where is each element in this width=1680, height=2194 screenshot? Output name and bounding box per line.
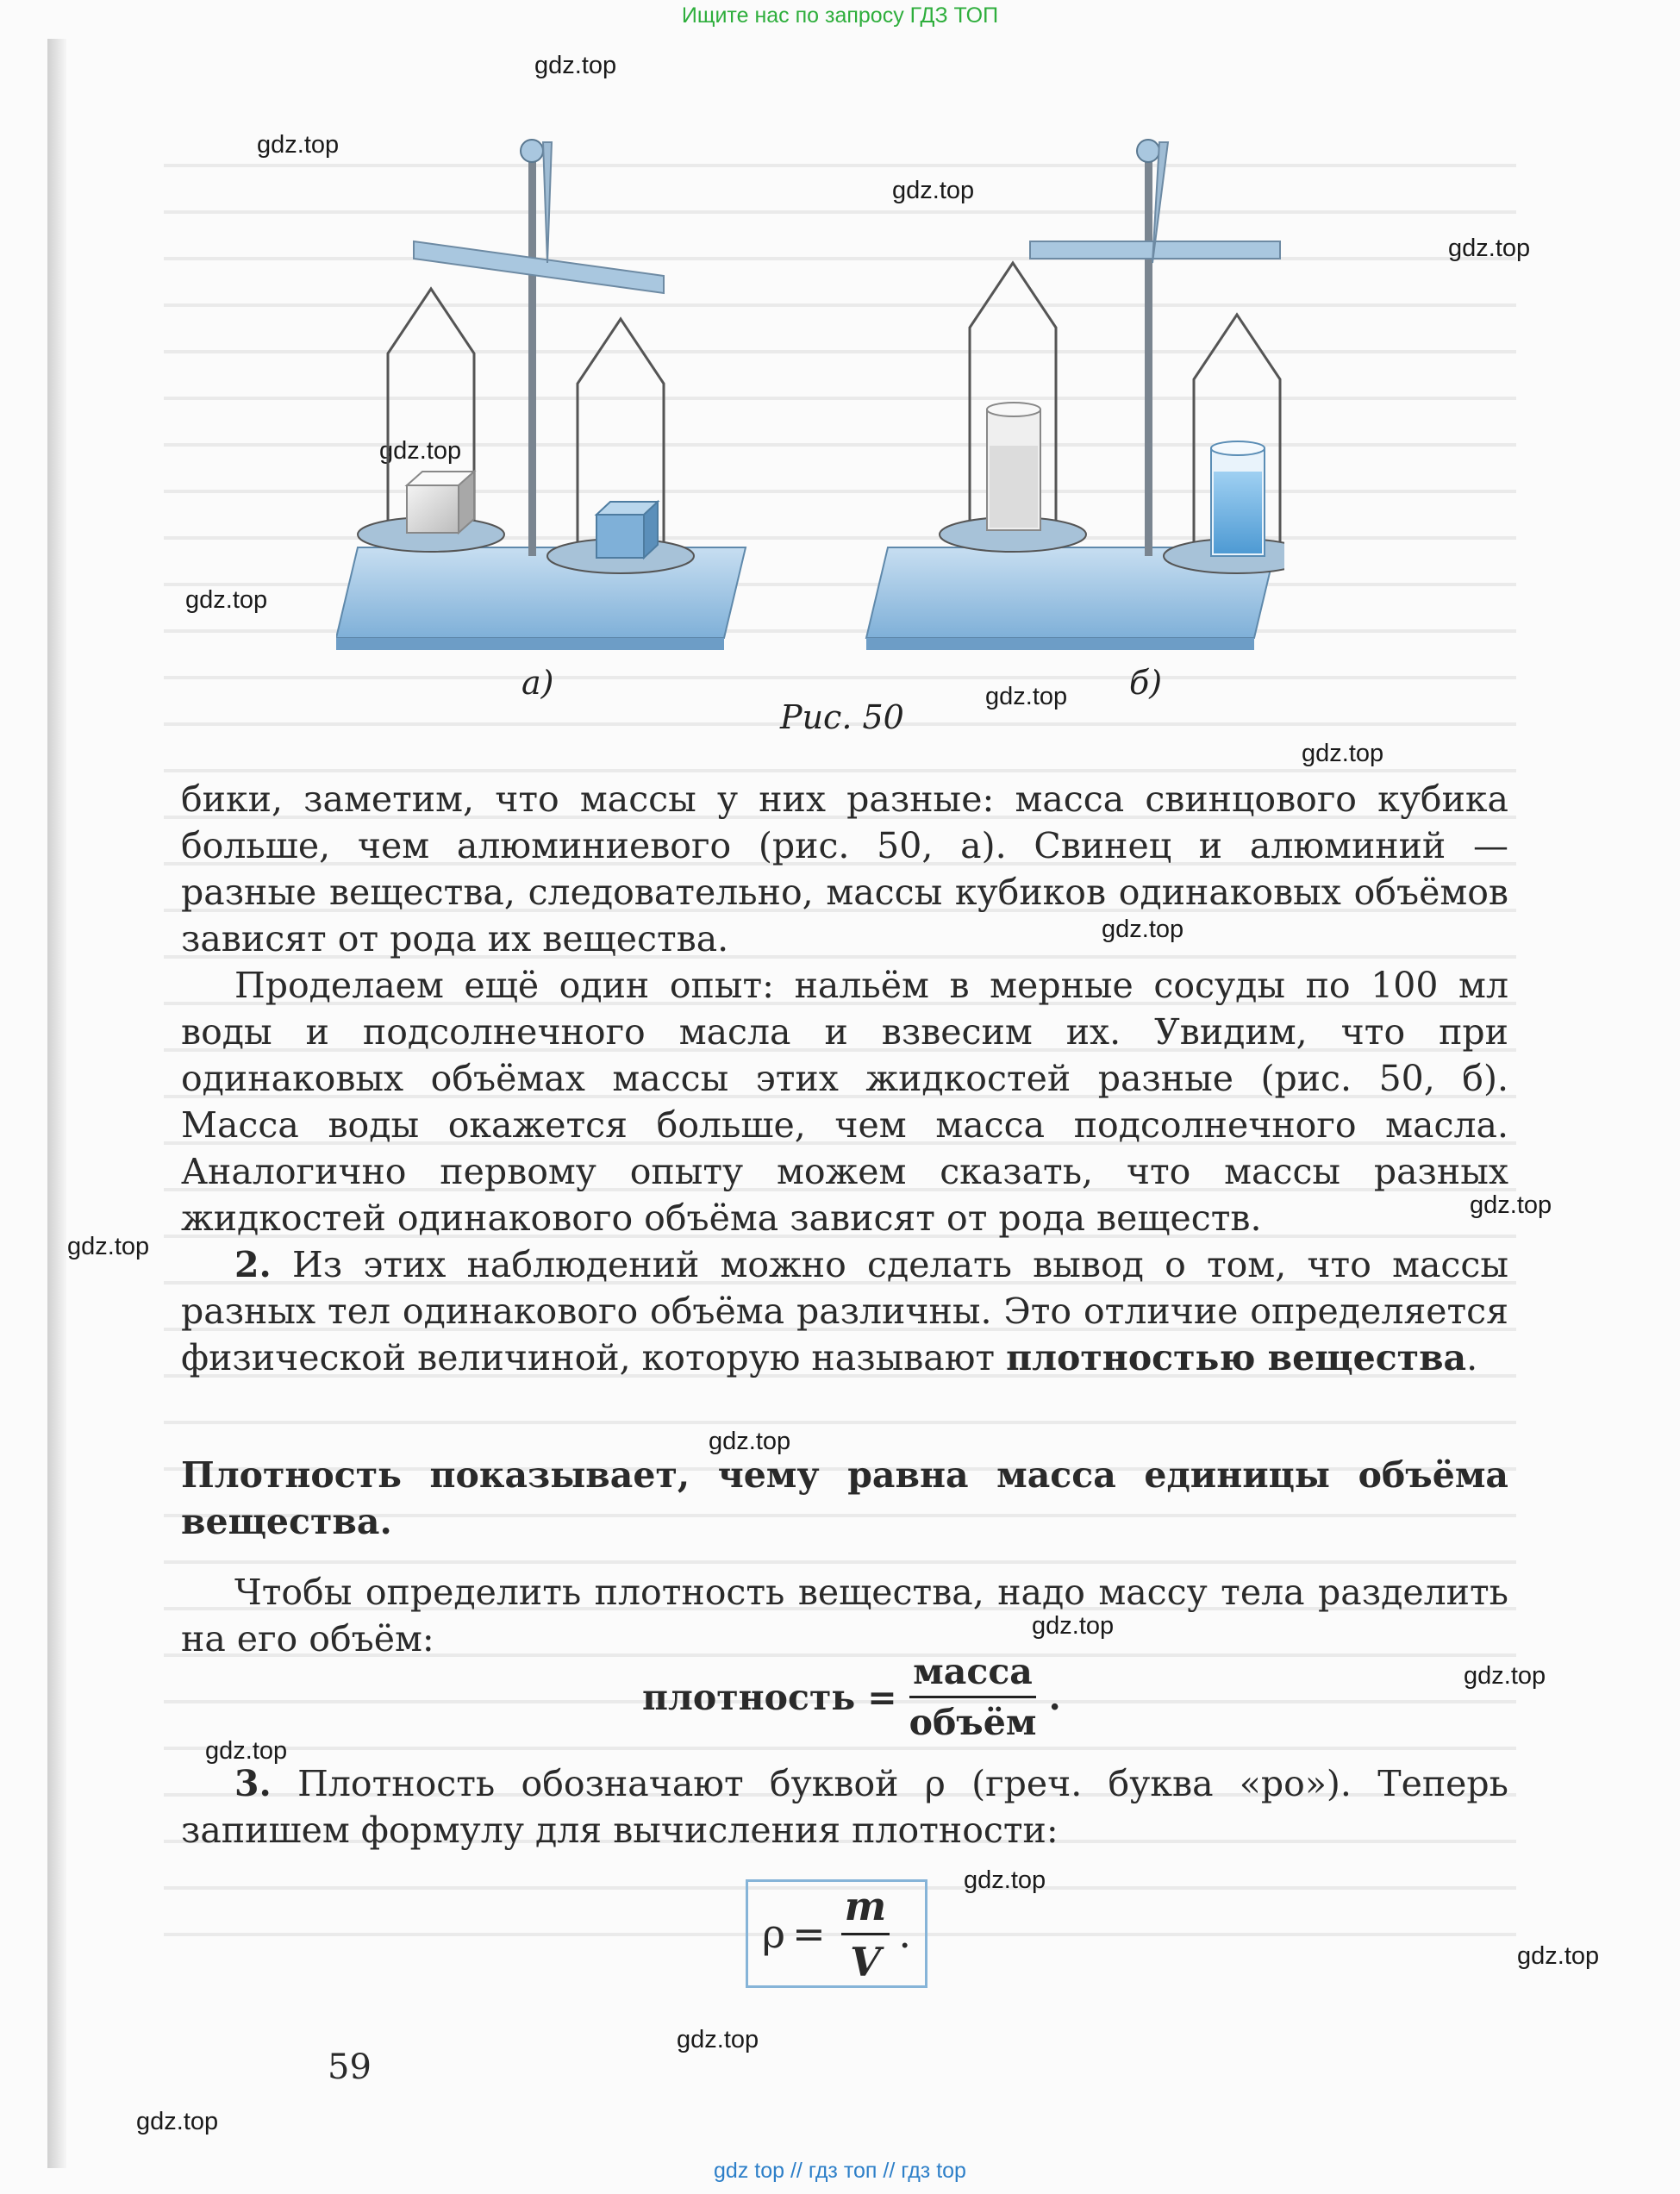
- formula-rho: ρ: [762, 1910, 786, 1957]
- watermark: gdz.top: [185, 586, 268, 614]
- watermark: gdz.top: [1448, 234, 1531, 262]
- watermark: gdz.top: [534, 52, 617, 79]
- formula-lhs: плотность: [642, 1676, 856, 1718]
- watermark: gdz.top: [379, 437, 462, 465]
- watermark: gdz.top: [677, 2026, 759, 2053]
- paragraph-end: .: [1466, 1337, 1478, 1378]
- watermark: gdz.top: [1517, 1942, 1600, 1970]
- watermark: gdz.top: [205, 1737, 288, 1765]
- watermark: gdz.top: [1302, 740, 1384, 767]
- formula-end: .: [898, 1910, 911, 1957]
- density-formula-box: [746, 1879, 927, 1988]
- paragraph-3: [181, 1760, 1508, 1853]
- figure-label-b: б): [1129, 664, 1163, 702]
- formula-equals: =: [792, 1910, 826, 1957]
- body-text: [181, 776, 1508, 1381]
- figure-label-a: а): [521, 664, 554, 702]
- definition: Плотность показывает, чему равна масса единицы объёма вещества.: [181, 1454, 1508, 1542]
- paragraph-number: 3.: [234, 1763, 272, 1804]
- paragraph-number: 2.: [234, 1244, 272, 1285]
- formula-m: m: [841, 1883, 890, 1935]
- watermark: gdz.top: [1470, 1191, 1552, 1219]
- watermark: gdz.top: [257, 131, 340, 159]
- watermark: gdz.top: [892, 177, 975, 204]
- figure-balance-scales: [336, 125, 1284, 711]
- paragraph-text: Из этих наблюдений можно сделать вывод о том, что массы разных тел одинакового объёма различны. Это отличие определяется физической величиной, которую называют: [181, 1244, 1508, 1378]
- formula-v: V: [850, 1938, 881, 1985]
- watermark: gdz.top: [985, 683, 1068, 710]
- scale-b: [866, 140, 1284, 650]
- paragraph: бики, заметим, что массы у них разные: масса свинцового кубика больше, чем алюминиевого (рис. 50, а). Свинец и алюминий — разные вещества, следовательно, массы кубиков одинаковых объёмов зависят от рода их вещества.: [181, 778, 1508, 959]
- watermark: gdz.top: [1032, 1612, 1115, 1640]
- formula-fraction: [906, 1651, 1040, 1743]
- paragraph-2: [181, 1241, 1508, 1381]
- watermark: gdz.top: [709, 1428, 791, 1455]
- paragraph: Чтобы определить плотность вещества, надо массу тела разделить на его объём:: [181, 1572, 1508, 1660]
- watermark: gdz.top: [964, 1866, 1046, 1894]
- page-binding-shadow: [47, 39, 66, 2168]
- watermark: gdz.top: [1464, 1662, 1546, 1690]
- figure-caption: Рис. 50: [780, 698, 904, 736]
- word-formula: [642, 1651, 1061, 1743]
- formula-denominator: объём: [909, 1702, 1037, 1743]
- formula-fraction: [841, 1883, 890, 1985]
- page-number: 59: [328, 2047, 372, 2087]
- formula-numerator: масса: [909, 1651, 1036, 1698]
- watermark: gdz.top: [67, 1233, 150, 1260]
- paragraph: Проделаем ещё один опыт: нальём в мерные сосуды по 100 мл воды и подсолнечного масла и взвесим их. Увидим, что при одинаковых объёмах массы этих жидкостей разные (рис. 50, б). Масса воды окажется больше, чем масса подсолнечного масла. Аналогично первому опыту можем сказать, что массы разных жидкостей одинакового объёма зависят от рода веществ.: [181, 965, 1508, 1239]
- watermark: gdz.top: [136, 2108, 219, 2135]
- term-density: плотностью вещества: [1006, 1337, 1467, 1378]
- top-banner[interactable]: Ищите нас по запросу ГДЗ ТОП: [681, 3, 999, 28]
- scale-a: [336, 140, 746, 650]
- paragraph-text: Плотность обозначают буквой ρ (греч. буква «ро»). Теперь запишем формулу для вычисления плотности:: [181, 1763, 1508, 1851]
- watermark: gdz.top: [1102, 916, 1184, 943]
- formula-end: .: [1048, 1676, 1061, 1718]
- formula-equals: =: [867, 1676, 897, 1718]
- bottom-banner[interactable]: gdz top // гдз топ // гдз top: [714, 2159, 966, 2183]
